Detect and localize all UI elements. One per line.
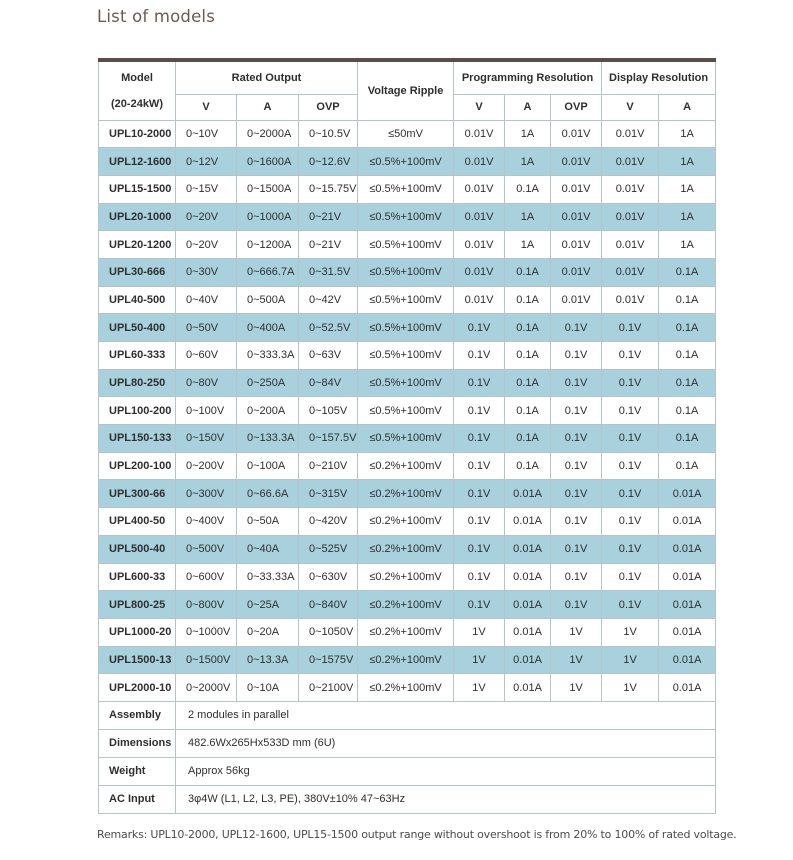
table-row (99, 480, 716, 508)
header-model-line2: (20-24kW) (111, 97, 163, 110)
table-row (99, 231, 716, 259)
page-title: List of models (97, 7, 216, 26)
table-row (99, 397, 716, 425)
prog-res-ovp-cell: 0.1V (551, 369, 602, 397)
disp-res-v-cell: 0.01V (602, 120, 659, 148)
spec-label-cell: AC Input (99, 785, 176, 813)
rated-v-cell: 0~100V (176, 397, 237, 425)
prog-res-a-cell: 0.1A (505, 452, 551, 480)
rated-v-cell: 0~20V (176, 203, 237, 231)
model-cell: UPL12-1600 (99, 148, 176, 176)
voltage-ripple-cell: ≤0.5%+100mV (358, 425, 454, 453)
header-display-resolution: Display Resolution (602, 60, 716, 94)
rated-v-cell: 0~200V (176, 452, 237, 480)
prog-res-a-cell: 0.1A (505, 342, 551, 370)
rated-ovp-cell: 0~2100V (299, 674, 358, 702)
disp-res-v-cell: 1V (602, 646, 659, 674)
voltage-ripple-cell: ≤0.5%+100mV (358, 397, 454, 425)
table-row (99, 286, 716, 314)
rated-a-cell: 0~250A (237, 369, 299, 397)
prog-res-ovp-cell: 0.1V (551, 563, 602, 591)
disp-res-a-cell: 0.01A (659, 618, 716, 646)
model-cell: UPL2000-10 (99, 674, 176, 702)
disp-res-a-cell: 0.01A (659, 535, 716, 563)
prog-res-v-cell: 0.1V (454, 508, 505, 536)
prog-res-v-cell: 0.01V (454, 258, 505, 286)
table-row (99, 535, 716, 563)
subheader-rated-ovp: OVP (299, 94, 358, 120)
model-cell: UPL800-25 (99, 591, 176, 619)
subheader-prog-ovp: OVP (551, 94, 602, 120)
prog-res-a-cell: 0.1A (505, 258, 551, 286)
model-cell: UPL500-40 (99, 535, 176, 563)
spec-row (99, 701, 716, 729)
prog-res-ovp-cell: 0.1V (551, 508, 602, 536)
disp-res-a-cell: 0.1A (659, 342, 716, 370)
remarks-text: Remarks: UPL10-2000, UPL12-1600, UPL15-1500 output range without overshoot is from 20% to 100% of rated voltage. (97, 828, 737, 841)
voltage-ripple-cell: ≤0.2%+100mV (358, 452, 454, 480)
voltage-ripple-cell: ≤0.2%+100mV (358, 646, 454, 674)
disp-res-v-cell: 0.1V (602, 508, 659, 536)
prog-res-a-cell: 0.01A (505, 674, 551, 702)
rated-v-cell: 0~30V (176, 258, 237, 286)
prog-res-v-cell: 0.01V (454, 286, 505, 314)
rated-ovp-cell: 0~157.5V (299, 425, 358, 453)
model-cell: UPL60-333 (99, 342, 176, 370)
disp-res-a-cell: 1A (659, 148, 716, 176)
voltage-ripple-cell: ≤0.2%+100mV (358, 618, 454, 646)
voltage-ripple-cell: ≤0.2%+100mV (358, 508, 454, 536)
model-cell: UPL15-1500 (99, 175, 176, 203)
rated-ovp-cell: 0~525V (299, 535, 358, 563)
prog-res-a-cell: 1A (505, 148, 551, 176)
disp-res-a-cell: 0.01A (659, 480, 716, 508)
disp-res-a-cell: 0.01A (659, 646, 716, 674)
prog-res-a-cell: 0.01A (505, 646, 551, 674)
disp-res-v-cell: 0.1V (602, 397, 659, 425)
spec-value-cell: 482.6Wx265Hx533D mm (6U) (176, 729, 716, 757)
prog-res-v-cell: 0.01V (454, 120, 505, 148)
voltage-ripple-cell: ≤0.2%+100mV (358, 535, 454, 563)
disp-res-v-cell: 0.01V (602, 286, 659, 314)
disp-res-a-cell: 0.1A (659, 397, 716, 425)
voltage-ripple-cell: ≤0.2%+100mV (358, 480, 454, 508)
subheader-prog-v: V (454, 94, 505, 120)
rated-v-cell: 0~1500V (176, 646, 237, 674)
rated-v-cell: 0~500V (176, 535, 237, 563)
prog-res-ovp-cell: 0.01V (551, 120, 602, 148)
voltage-ripple-cell: ≤0.5%+100mV (358, 231, 454, 259)
model-cell: UPL20-1000 (99, 203, 176, 231)
disp-res-v-cell: 0.1V (602, 535, 659, 563)
disp-res-a-cell: 0.01A (659, 508, 716, 536)
voltage-ripple-cell: ≤50mV (358, 120, 454, 148)
rated-ovp-cell: 0~1575V (299, 646, 358, 674)
rated-ovp-cell: 0~15.75V (299, 175, 358, 203)
rated-ovp-cell: 0~1050V (299, 618, 358, 646)
prog-res-v-cell: 0.01V (454, 231, 505, 259)
rated-ovp-cell: 0~840V (299, 591, 358, 619)
rated-ovp-cell: 0~21V (299, 203, 358, 231)
prog-res-a-cell: 0.01A (505, 563, 551, 591)
disp-res-a-cell: 0.01A (659, 563, 716, 591)
prog-res-a-cell: 0.1A (505, 397, 551, 425)
models-table-specs (99, 701, 716, 813)
rated-a-cell: 0~13.3A (237, 646, 299, 674)
rated-ovp-cell: 0~12.6V (299, 148, 358, 176)
disp-res-a-cell: 1A (659, 203, 716, 231)
disp-res-a-cell: 0.1A (659, 452, 716, 480)
rated-ovp-cell: 0~63V (299, 342, 358, 370)
table-row (99, 120, 716, 148)
voltage-ripple-cell: ≤0.5%+100mV (358, 203, 454, 231)
rated-a-cell: 0~50A (237, 508, 299, 536)
disp-res-a-cell: 0.1A (659, 369, 716, 397)
rated-ovp-cell: 0~42V (299, 286, 358, 314)
prog-res-ovp-cell: 0.1V (551, 480, 602, 508)
rated-v-cell: 0~50V (176, 314, 237, 342)
prog-res-ovp-cell: 0.01V (551, 203, 602, 231)
table-header (99, 60, 716, 120)
prog-res-a-cell: 0.1A (505, 425, 551, 453)
prog-res-v-cell: 0.1V (454, 535, 505, 563)
model-cell: UPL80-250 (99, 369, 176, 397)
models-table-body (99, 120, 716, 701)
prog-res-ovp-cell: 1V (551, 618, 602, 646)
disp-res-v-cell: 0.1V (602, 425, 659, 453)
spec-value-cell: Approx 56kg (176, 757, 716, 785)
rated-ovp-cell: 0~630V (299, 563, 358, 591)
table-row (99, 148, 716, 176)
prog-res-v-cell: 1V (454, 674, 505, 702)
prog-res-a-cell: 0.1A (505, 175, 551, 203)
voltage-ripple-cell: ≤0.2%+100mV (358, 563, 454, 591)
prog-res-ovp-cell: 0.1V (551, 535, 602, 563)
prog-res-ovp-cell: 0.01V (551, 258, 602, 286)
disp-res-v-cell: 0.01V (602, 258, 659, 286)
rated-v-cell: 0~600V (176, 563, 237, 591)
rated-a-cell: 0~1600A (237, 148, 299, 176)
disp-res-v-cell: 1V (602, 674, 659, 702)
prog-res-ovp-cell: 0.1V (551, 314, 602, 342)
prog-res-v-cell: 0.01V (454, 148, 505, 176)
voltage-ripple-cell: ≤0.2%+100mV (358, 674, 454, 702)
prog-res-v-cell: 0.1V (454, 369, 505, 397)
model-cell: UPL20-1200 (99, 231, 176, 259)
model-cell: UPL600-33 (99, 563, 176, 591)
voltage-ripple-cell: ≤0.2%+100mV (358, 591, 454, 619)
rated-v-cell: 0~10V (176, 120, 237, 148)
voltage-ripple-cell: ≤0.5%+100mV (358, 148, 454, 176)
prog-res-v-cell: 1V (454, 646, 505, 674)
table-row (99, 342, 716, 370)
voltage-ripple-cell: ≤0.5%+100mV (358, 286, 454, 314)
voltage-ripple-cell: ≤0.5%+100mV (358, 369, 454, 397)
rated-a-cell: 0~66.6A (237, 480, 299, 508)
prog-res-v-cell: 1V (454, 618, 505, 646)
model-cell: UPL200-100 (99, 452, 176, 480)
prog-res-a-cell: 0.01A (505, 480, 551, 508)
table-row (99, 563, 716, 591)
header-voltage-ripple: Voltage Ripple (358, 60, 454, 120)
rated-v-cell: 0~2000V (176, 674, 237, 702)
disp-res-a-cell: 1A (659, 231, 716, 259)
subheader-prog-a: A (505, 94, 551, 120)
disp-res-v-cell: 0.01V (602, 148, 659, 176)
rated-v-cell: 0~300V (176, 480, 237, 508)
subheader-disp-v: V (602, 94, 659, 120)
model-cell: UPL1000-20 (99, 618, 176, 646)
rated-ovp-cell: 0~420V (299, 508, 358, 536)
rated-v-cell: 0~1000V (176, 618, 237, 646)
spec-label-cell: Dimensions (99, 729, 176, 757)
disp-res-a-cell: 1A (659, 120, 716, 148)
rated-a-cell: 0~400A (237, 314, 299, 342)
spec-label-cell: Weight (99, 757, 176, 785)
rated-ovp-cell: 0~10.5V (299, 120, 358, 148)
rated-a-cell: 0~200A (237, 397, 299, 425)
spec-label-cell: Assembly (99, 701, 176, 729)
prog-res-ovp-cell: 1V (551, 646, 602, 674)
spec-row (99, 757, 716, 785)
table-row (99, 425, 716, 453)
disp-res-v-cell: 0.01V (602, 231, 659, 259)
prog-res-ovp-cell: 0.1V (551, 452, 602, 480)
rated-v-cell: 0~12V (176, 148, 237, 176)
prog-res-ovp-cell: 0.01V (551, 231, 602, 259)
prog-res-a-cell: 0.1A (505, 286, 551, 314)
rated-a-cell: 0~1000A (237, 203, 299, 231)
rated-ovp-cell: 0~84V (299, 369, 358, 397)
rated-v-cell: 0~150V (176, 425, 237, 453)
model-cell: UPL50-400 (99, 314, 176, 342)
model-cell: UPL40-500 (99, 286, 176, 314)
rated-a-cell: 0~666.7A (237, 258, 299, 286)
rated-v-cell: 0~400V (176, 508, 237, 536)
model-cell: UPL400-50 (99, 508, 176, 536)
spec-value-cell: 2 modules in parallel (176, 701, 716, 729)
prog-res-ovp-cell: 0.1V (551, 342, 602, 370)
spec-row (99, 729, 716, 757)
disp-res-a-cell: 0.1A (659, 286, 716, 314)
model-cell: UPL300-66 (99, 480, 176, 508)
prog-res-a-cell: 0.01A (505, 618, 551, 646)
rated-a-cell: 0~133.3A (237, 425, 299, 453)
prog-res-a-cell: 0.1A (505, 314, 551, 342)
rated-ovp-cell: 0~105V (299, 397, 358, 425)
rated-v-cell: 0~60V (176, 342, 237, 370)
rated-ovp-cell: 0~21V (299, 231, 358, 259)
rated-ovp-cell: 0~315V (299, 480, 358, 508)
models-table (98, 58, 716, 814)
prog-res-ovp-cell: 1V (551, 674, 602, 702)
rated-a-cell: 0~20A (237, 618, 299, 646)
voltage-ripple-cell: ≤0.5%+100mV (358, 314, 454, 342)
prog-res-a-cell: 1A (505, 231, 551, 259)
model-cell: UPL10-2000 (99, 120, 176, 148)
disp-res-v-cell: 0.1V (602, 480, 659, 508)
rated-a-cell: 0~100A (237, 452, 299, 480)
subheader-rated-a: A (237, 94, 299, 120)
prog-res-v-cell: 0.1V (454, 480, 505, 508)
disp-res-v-cell: 0.01V (602, 203, 659, 231)
table-row (99, 646, 716, 674)
disp-res-a-cell: 0.1A (659, 258, 716, 286)
prog-res-a-cell: 0.01A (505, 591, 551, 619)
prog-res-a-cell: 0.01A (505, 535, 551, 563)
disp-res-v-cell: 0.1V (602, 369, 659, 397)
prog-res-v-cell: 0.1V (454, 563, 505, 591)
table-row (99, 175, 716, 203)
header-model-line1: Model (121, 71, 153, 84)
disp-res-a-cell: 0.1A (659, 425, 716, 453)
prog-res-v-cell: 0.01V (454, 203, 505, 231)
disp-res-a-cell: 0.01A (659, 674, 716, 702)
rated-ovp-cell: 0~31.5V (299, 258, 358, 286)
rated-a-cell: 0~33.33A (237, 563, 299, 591)
disp-res-a-cell: 1A (659, 175, 716, 203)
prog-res-ovp-cell: 0.01V (551, 175, 602, 203)
disp-res-v-cell: 0.1V (602, 563, 659, 591)
disp-res-v-cell: 0.1V (602, 591, 659, 619)
prog-res-a-cell: 1A (505, 120, 551, 148)
prog-res-ovp-cell: 0.1V (551, 397, 602, 425)
voltage-ripple-cell: ≤0.5%+100mV (358, 258, 454, 286)
table-row (99, 508, 716, 536)
rated-a-cell: 0~1200A (237, 231, 299, 259)
rated-a-cell: 0~25A (237, 591, 299, 619)
header-model (99, 60, 176, 120)
table-row (99, 203, 716, 231)
prog-res-v-cell: 0.1V (454, 314, 505, 342)
rated-a-cell: 0~2000A (237, 120, 299, 148)
model-cell: UPL100-200 (99, 397, 176, 425)
voltage-ripple-cell: ≤0.5%+100mV (358, 175, 454, 203)
disp-res-v-cell: 0.01V (602, 175, 659, 203)
rated-a-cell: 0~500A (237, 286, 299, 314)
prog-res-a-cell: 0.01A (505, 508, 551, 536)
model-cell: UPL30-666 (99, 258, 176, 286)
subheader-disp-a: A (659, 94, 716, 120)
prog-res-v-cell: 0.1V (454, 397, 505, 425)
header-programming-resolution: Programming Resolution (454, 60, 602, 94)
rated-v-cell: 0~80V (176, 369, 237, 397)
model-cell: UPL150-133 (99, 425, 176, 453)
table-row (99, 452, 716, 480)
rated-a-cell: 0~10A (237, 674, 299, 702)
disp-res-v-cell: 0.1V (602, 452, 659, 480)
model-cell: UPL1500-13 (99, 646, 176, 674)
rated-a-cell: 0~40A (237, 535, 299, 563)
prog-res-ovp-cell: 0.1V (551, 425, 602, 453)
subheader-rated-v: V (176, 94, 237, 120)
spec-value-cell: 3φ4W (L1, L2, L3, PE), 380V±10% 47~63Hz (176, 785, 716, 813)
header-row-groups (99, 60, 716, 94)
rated-v-cell: 0~800V (176, 591, 237, 619)
table-row (99, 369, 716, 397)
disp-res-v-cell: 0.1V (602, 314, 659, 342)
prog-res-ovp-cell: 0.01V (551, 286, 602, 314)
disp-res-v-cell: 0.1V (602, 342, 659, 370)
prog-res-a-cell: 0.1A (505, 369, 551, 397)
rated-a-cell: 0~333.3A (237, 342, 299, 370)
prog-res-v-cell: 0.1V (454, 342, 505, 370)
table-row (99, 618, 716, 646)
prog-res-v-cell: 0.1V (454, 425, 505, 453)
prog-res-ovp-cell: 0.1V (551, 591, 602, 619)
table-row (99, 314, 716, 342)
disp-res-a-cell: 0.1A (659, 314, 716, 342)
rated-v-cell: 0~40V (176, 286, 237, 314)
disp-res-a-cell: 0.01A (659, 591, 716, 619)
table-row (99, 591, 716, 619)
disp-res-v-cell: 1V (602, 618, 659, 646)
voltage-ripple-cell: ≤0.5%+100mV (358, 342, 454, 370)
spec-row (99, 785, 716, 813)
prog-res-v-cell: 0.1V (454, 591, 505, 619)
prog-res-v-cell: 0.1V (454, 452, 505, 480)
prog-res-a-cell: 1A (505, 203, 551, 231)
rated-v-cell: 0~20V (176, 231, 237, 259)
table-row (99, 258, 716, 286)
header-rated-output: Rated Output (176, 60, 358, 94)
table-row (99, 674, 716, 702)
rated-ovp-cell: 0~210V (299, 452, 358, 480)
rated-v-cell: 0~15V (176, 175, 237, 203)
prog-res-ovp-cell: 0.01V (551, 148, 602, 176)
prog-res-v-cell: 0.01V (454, 175, 505, 203)
rated-a-cell: 0~1500A (237, 175, 299, 203)
rated-ovp-cell: 0~52.5V (299, 314, 358, 342)
